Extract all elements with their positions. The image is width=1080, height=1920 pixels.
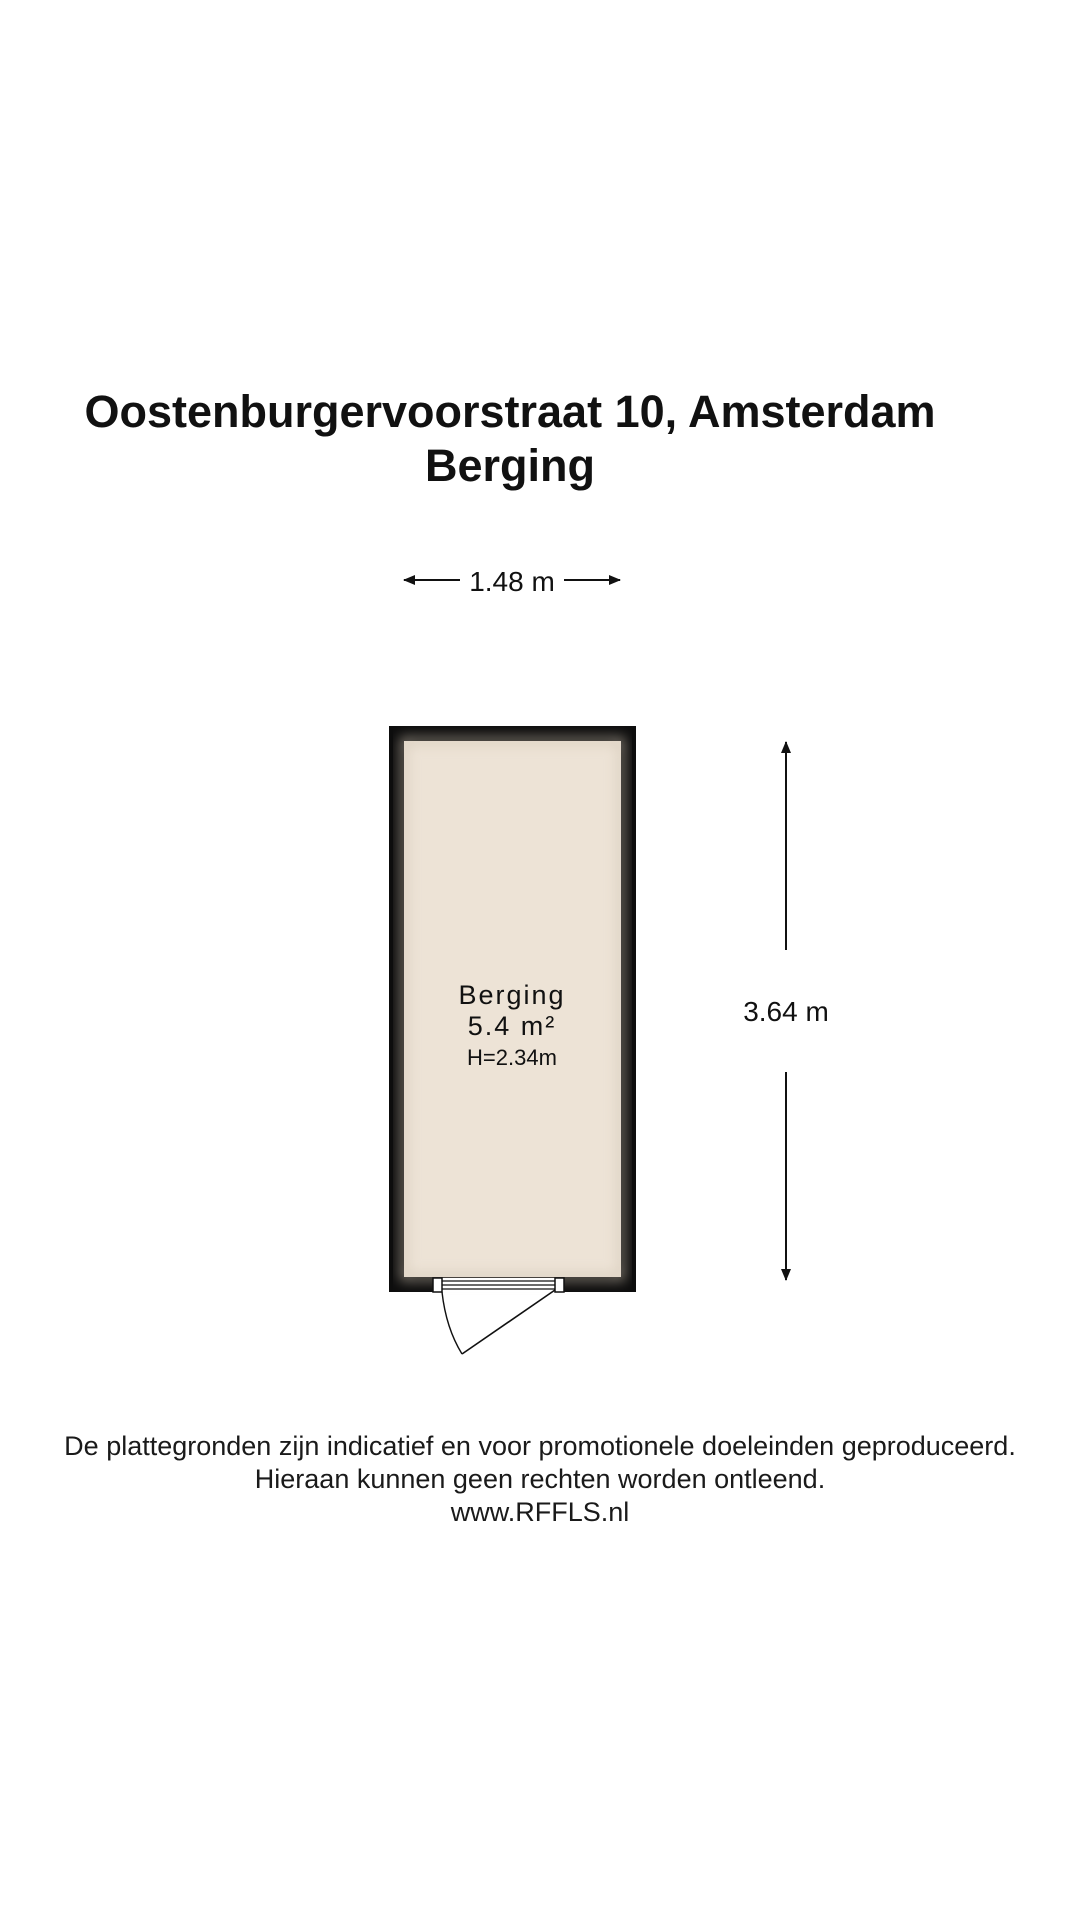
depth-dimension xyxy=(743,742,829,1280)
door xyxy=(433,1278,564,1354)
depth-label: 3.64 m xyxy=(743,996,829,1027)
room-labels xyxy=(458,980,565,1070)
floor-title: Berging xyxy=(424,440,595,491)
door-leaf xyxy=(462,1290,555,1354)
disclaimer-line-1: De plattegronden zijn indicatief en voor promotionele doeleinden geproduceerd. xyxy=(64,1431,1016,1461)
door-swing-arc xyxy=(442,1292,462,1354)
door-jamb-right xyxy=(555,1278,564,1292)
disclaimer xyxy=(0,1430,1080,1529)
width-label: 1.48 m xyxy=(469,566,555,597)
room-height: H=2.34m xyxy=(467,1045,557,1070)
website-link[interactable]: www.RFFLS.nl xyxy=(450,1497,630,1527)
room-name: Berging xyxy=(458,980,566,1010)
door-jamb-left xyxy=(433,1278,442,1292)
address-title: Oostenburgervoorstraat 10, Amsterdam xyxy=(84,386,936,437)
room-area: 5.4 m² xyxy=(467,1011,557,1041)
disclaimer-line-2: Hieraan kunnen geen rechten worden ontleend. xyxy=(254,1464,826,1494)
width-dimension xyxy=(404,566,620,597)
